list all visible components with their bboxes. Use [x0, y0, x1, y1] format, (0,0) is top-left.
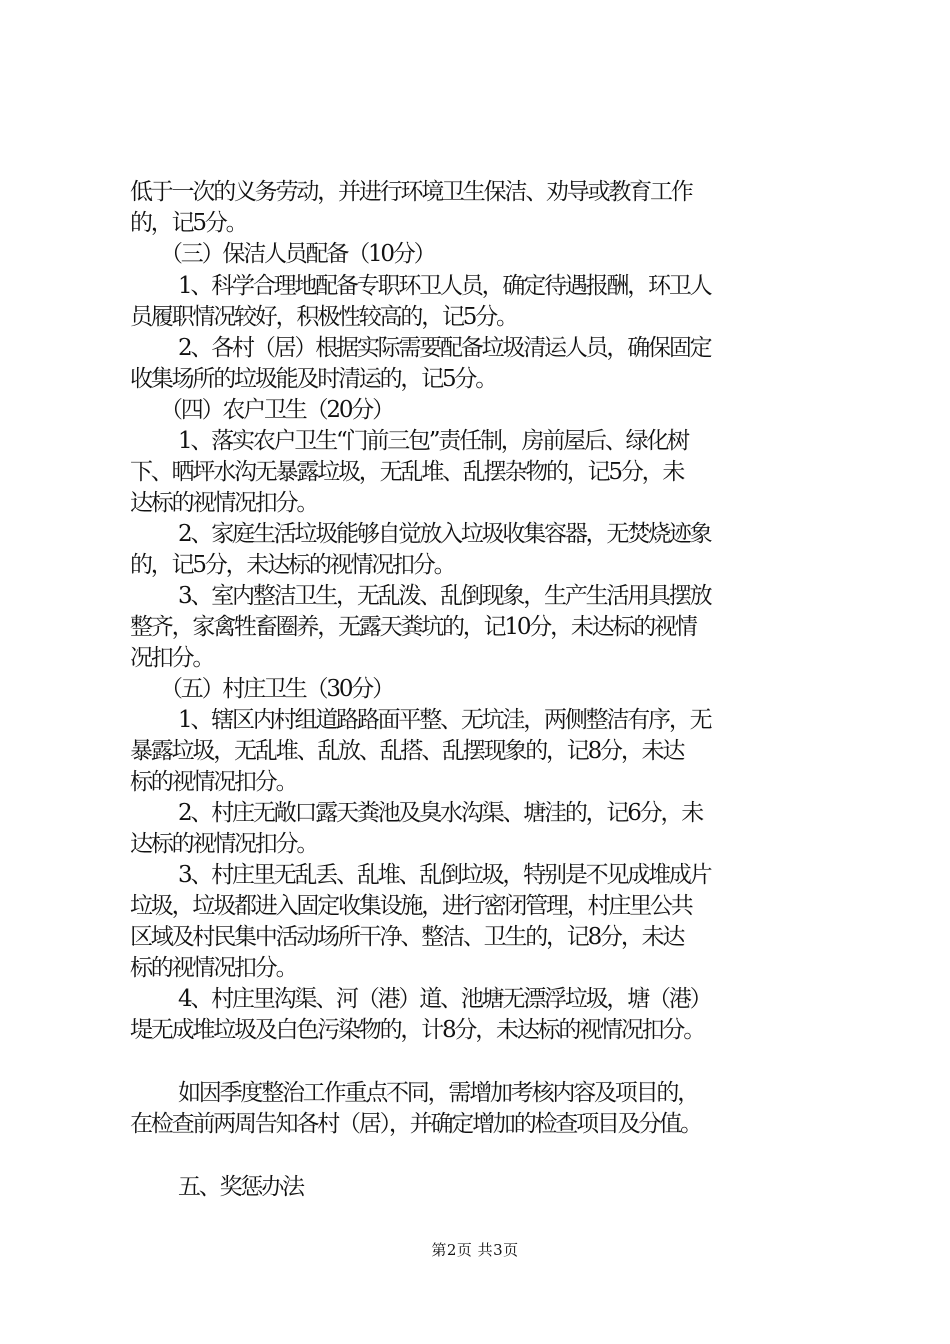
body-line: 暴露垃圾，无乱堆、乱放、乱搭、乱摆现象的，记8分，未达	[130, 738, 684, 764]
body-line: 的，记5分，未达标的视情况扣分。	[130, 552, 455, 578]
body-line: 况扣分。	[130, 645, 214, 671]
body-line: 达标的视情况扣分。	[130, 831, 318, 857]
body-line: 标的视情况扣分。	[130, 955, 297, 981]
body-line: 2、村庄无敞口露天粪池及臭水沟渠、塘洼的，记6分，未	[178, 800, 703, 826]
body-line: 员履职情况较好，积极性较高的，记5分。	[130, 304, 517, 330]
body-line: 3、室内整洁卫生，无乱泼、乱倒现象，生产生活用具摆放	[178, 583, 711, 609]
section-heading: （三）保洁人员配备（10分）	[160, 241, 435, 267]
body-line: 1、辖区内村组道路路面平整、无坑洼，两侧整洁有序，无	[178, 707, 711, 733]
body-line: 如因季度整治工作重点不同，需增加考核内容及项目的，	[178, 1080, 699, 1106]
page-footer: 第2页 共3页	[431, 1241, 519, 1259]
body-line: 低于一次的义务劳动，并进行环境卫生保洁、劝导或教育工作	[130, 179, 692, 205]
body-line: 在检查前两周告知各村（居），并确定增加的检查项目及分值。	[130, 1111, 701, 1137]
section-heading: （五）村庄卫生（30分）	[160, 676, 393, 702]
body-line: 的，记5分。	[130, 210, 247, 236]
body-line: 达标的视情况扣分。	[130, 490, 318, 516]
body-line: 收集场所的垃圾能及时清运的，记5分。	[130, 366, 497, 392]
body-line: 区域及村民集中活动场所干净、整洁、卫生的，记8分，未达	[130, 924, 684, 950]
body-line: 2、家庭生活垃圾能够自觉放入垃圾收集容器，无焚烧迹象	[178, 521, 711, 547]
section-heading: （四）农户卫生（20分）	[160, 397, 393, 423]
body-line: 堤无成堆垃圾及白色污染物的，计8分，未达标的视情况扣分。	[130, 1017, 705, 1043]
body-line: 1、落实农户卫生“门前三包”责任制，房前屋后、绿化树	[178, 428, 688, 454]
body-line: 4、村庄里沟渠、河（港）道、池塘无漂浮垃圾，塘（港）	[178, 986, 711, 1012]
body-line: 下、晒坪水沟无暴露垃圾，无乱堆、乱摆杂物的，记5分，未	[130, 459, 684, 485]
body-line: 3、村庄里无乱丢、乱堆、乱倒垃圾，特别是不见成堆成片	[178, 862, 711, 888]
body-line: 标的视情况扣分。	[130, 769, 297, 795]
body-line: 垃圾，垃圾都进入固定收集设施，进行密闭管理，村庄里公共	[130, 893, 692, 919]
body-line: 2、各村（居）根据实际需要配备垃圾清运人员，确保固定	[178, 335, 711, 361]
body-line: 整齐，家禽牲畜圈养，无露天粪坑的，记10分，未达标的视情	[130, 614, 696, 640]
body-line: 1、科学合理地配备专职环卫人员，确定待遇报酬，环卫人	[178, 273, 711, 299]
section-heading: 五、奖惩办法	[178, 1174, 303, 1200]
